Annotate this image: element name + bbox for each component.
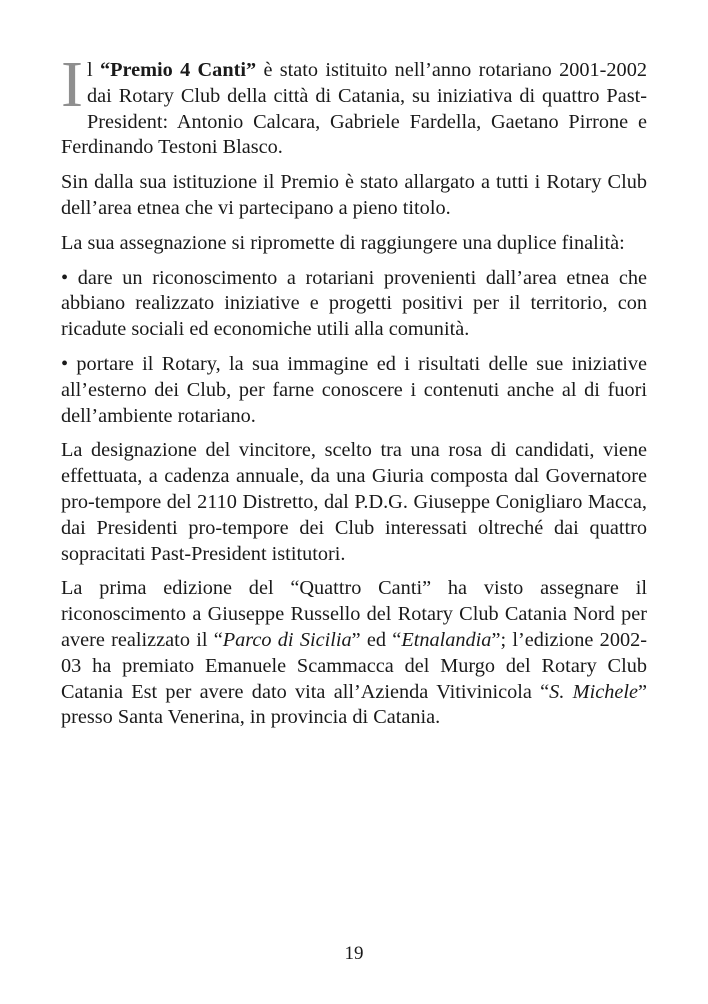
text-span: • portare il Rotary, la sua immagine ed i risultati delle sue iniziative all’esterno dei Club, per farne conoscere i contenuti anche al di fuori dell’ambiente rotariano. bbox=[61, 352, 647, 427]
text-span: Sin dalla sua istituzione il Premio è stato allargato a tutti i Rotary Club dell’area etnea che vi partecipano a pieno titolo. bbox=[61, 171, 647, 219]
text-span: La designazione del vincitore, scelto tra una rosa di candidati, viene effettuata, a cadenza annuale, da una Giuria composta dal Governatore pro-tempore del 2110 Distretto, dal P.D.G. Giuseppe Conigliaro Macca, dai Presidenti pro-tempore dei Club interessati oltreché dai quattro sopracitati Past-President istitutori. bbox=[61, 439, 647, 565]
paragraph-jury bbox=[61, 438, 647, 567]
paragraph-goals bbox=[61, 231, 647, 257]
paragraph-extension bbox=[61, 170, 647, 222]
bullet-item bbox=[61, 352, 647, 429]
text-span: ” ed “ bbox=[351, 628, 402, 651]
bullet-item bbox=[61, 266, 647, 343]
text-span: è stato istituito nell’anno rotariano 2001-2002 dai Rotary Club della città di Catania, su iniziativa di quattro Past-President: Antonio Calcara, Gabriele Fardella, Gaetano Pirrone e Ferdinando Testoni Blasco. bbox=[61, 59, 647, 159]
text-span: La sua assegnazione si ripromette di raggiungere una duplice finalità: bbox=[61, 231, 625, 254]
prize-name: “Premio 4 Canti” bbox=[99, 59, 257, 81]
paragraph-editions bbox=[61, 576, 647, 731]
paragraph-intro bbox=[61, 48, 647, 161]
text-span: ” presso Santa Venerina, in provincia di Catania. bbox=[61, 680, 647, 729]
text-span: ”; l’edizione 2002-03 ha premiato Emanuele Scammacca del Murgo del Rotary Club Catania Est per avere dato vita all’Azienda Vitivinicola “ bbox=[61, 628, 647, 703]
drop-cap: I bbox=[61, 48, 83, 121]
italic-title: S. Michele bbox=[549, 680, 638, 703]
text-span: l bbox=[86, 59, 100, 81]
text-span: • dare un riconoscimento a rotariani provenienti dall’area etnea che abbiano realizzato iniziative e progetti positivi per il territorio, con ricadute sociali ed economiche utili alla comunità. bbox=[61, 266, 647, 341]
italic-title: Etnalandia bbox=[401, 628, 492, 651]
body-text bbox=[61, 48, 647, 740]
page-number: 19 bbox=[344, 943, 364, 964]
italic-title: Parco di Sicilia bbox=[222, 628, 352, 651]
text-span: La prima edizione del “Quattro Canti” ha visto assegnare il riconoscimento a Giuseppe Russello del Rotary Club Catania Nord per avere realizzato il “ bbox=[61, 577, 647, 651]
